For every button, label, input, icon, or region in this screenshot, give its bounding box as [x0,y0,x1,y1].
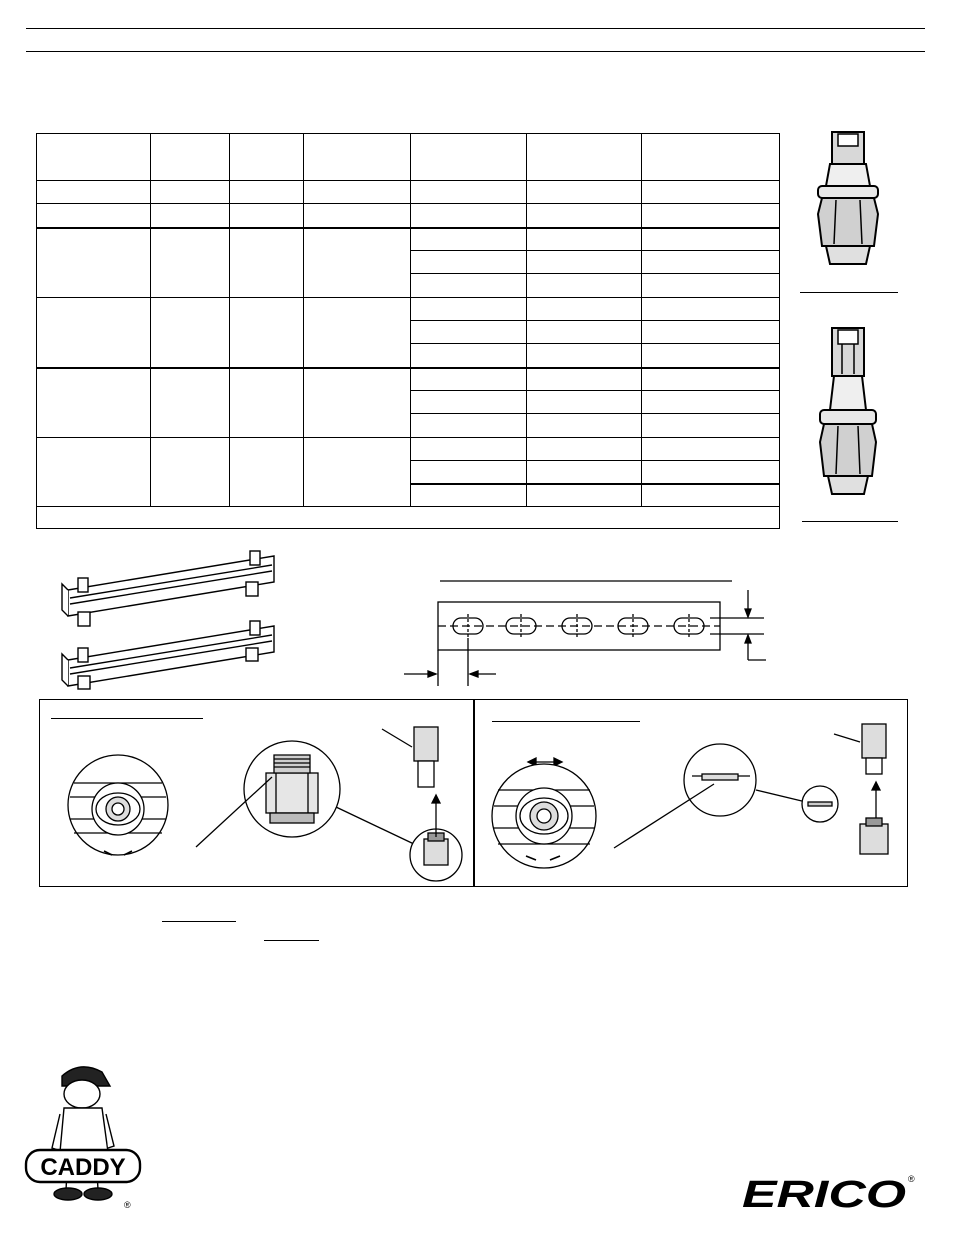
underline-mark [162,921,236,922]
table-row-line [37,297,779,298]
caddy-logo [22,1060,147,1212]
caddy-wordmark: CADDY [40,1154,126,1181]
stud-driver-long-image [808,320,888,500]
table-row-line [37,203,779,204]
table-row-line [37,437,779,438]
table-subrow-line [410,273,779,274]
spec-table [36,133,780,529]
strut-assembly-drawing [48,548,288,693]
underline-mark [264,940,319,941]
table-subrow-line [410,250,779,251]
erico-logo [740,1170,920,1214]
table-subrow-line [410,483,779,485]
stud-driver-short-image [808,124,888,272]
slotted-channel-drawing [400,574,770,690]
erico-wordmark: ERICO [742,1174,906,1214]
photo-caption-rule [802,521,898,522]
table-row-line [37,506,779,507]
installation-right-drawing [486,720,896,884]
caddy-registered-mark: ® [124,1200,131,1210]
header-rule-bottom [26,51,925,52]
photo-caption-rule [800,292,898,293]
table-subrow-line [410,413,779,414]
table-row-line [37,180,779,181]
table-subrow-line [410,343,779,344]
table-row-line [37,367,779,369]
header-rule-top [26,28,925,29]
table-subrow-line [410,320,779,321]
table-subrow-line [410,390,779,391]
table-col-line [303,134,304,506]
installation-left-drawing [60,715,470,883]
table-col-line [150,134,151,506]
table-col-line [229,134,230,506]
table-row-line [37,227,779,229]
table-subrow-line [410,460,779,461]
erico-registered-mark: ® [908,1174,915,1184]
